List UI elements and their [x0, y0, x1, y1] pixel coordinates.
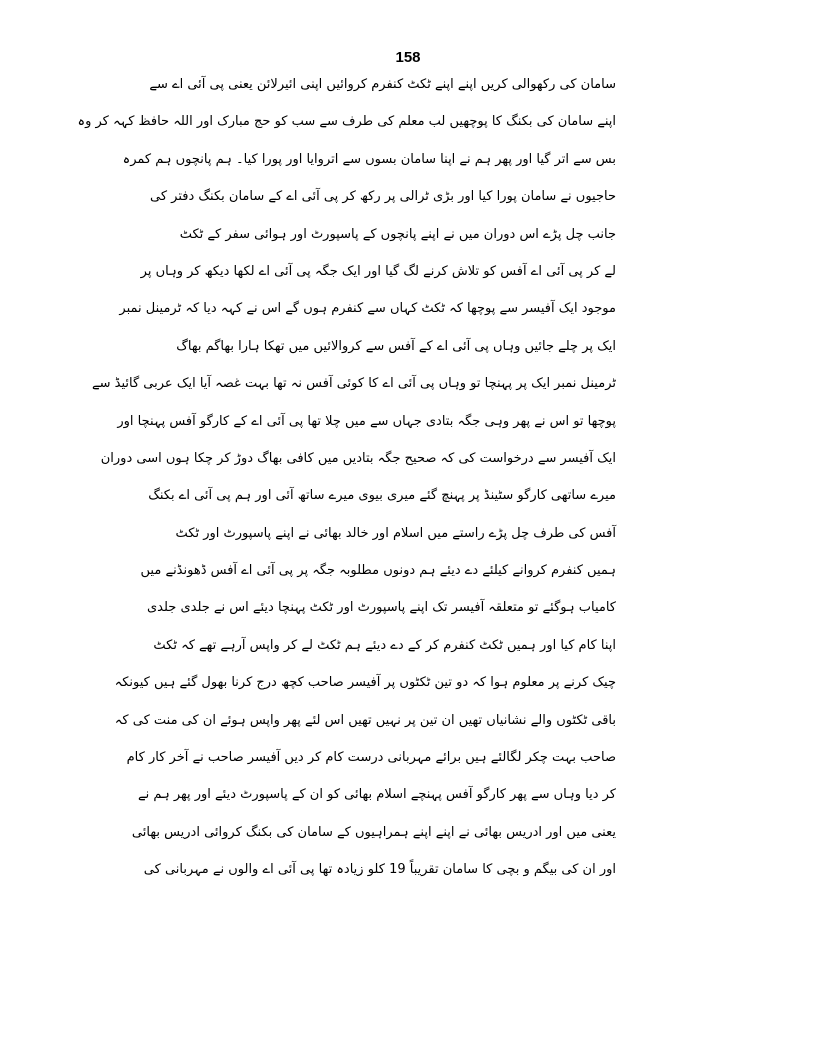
text-line: کر دیا وہاں سے پھر کارگو آفس پہنچے اسلام بھائی کو ان کے پاسپورٹ دیئے اور پھر ہم نے	[138, 787, 616, 803]
text-line: میرے ساتھی کارگو سٹینڈ پر پہنچ گئے میری بیوی میرے ساتھ آئی اور ہم پی آئی اے بکنگ	[148, 488, 616, 504]
page-number: 158	[395, 49, 421, 66]
text-line: چیک کرنے پر معلوم ہوا کہ دو تین ٹکٹوں پر آفیسر صاحب کچھ درج کرنا بھول گئے ہیں کیونکہ	[114, 675, 616, 691]
text-line: لے کر پی آئی اے آفس کو تلاش کرنے لگ گیا اور ایک جگہ پی آئی اے لکھا دیکھ کر وہاں پر	[140, 263, 616, 279]
text-line: اور ان کی بیگم و بچی کا سامان تقریباً 19 کلو زیادہ تھا پی آئی اے والوں نے مہربانی کی	[143, 862, 616, 878]
text-line: آفس کی طرف چل پڑے راستے میں اسلام اور خالد بھائی نے اپنے پاسپورٹ اور ٹکٹ	[175, 525, 616, 541]
text-line: موجود ایک آفیسر سے پوچھا کہ ٹکٹ کہاں سے کنفرم ہوں گے اس نے کہہ دیا کہ ٹرمینل نمبر	[119, 301, 616, 317]
text-line: سامان کی رکھوالی کریں اپنے اپنے ٹکٹ کنفرم کروائیں اپنی ائیرلائن یعنی پی آئی اے سے	[149, 77, 616, 92]
text-line: ایک آفیسر سے درخواست کی کہ صحیح جگہ بتادیں میں کافی بھاگ دوڑ کر چکا ہوں اسی دوران	[100, 450, 616, 466]
text-line: کامیاب ہوگئے تو متعلقہ آفیسر تک اپنے پاسپورٹ اور ٹکٹ پہنچا دیئے اس نے جلدی جلدی	[146, 600, 616, 616]
text-line: یعنی میں اور ادریس بھائی نے اپنے اپنے ہمراہیوں کے سامان کی بکنگ کروائی ادریس بھائی	[131, 824, 616, 840]
text-line: اپنے سامان کی بکنگ کا پوچھیں لب معلم کی طرف سے سب کو حج مبارک اور اللہ حافظ کہہ کر وہ	[77, 114, 616, 130]
text-line: ٹرمینل نمبر ایک پر پہنچا تو وہاں پی آئی اے کا کوئی آفس نہ تھا بہت غصہ آیا ایک عربی گائیڈ سے	[92, 376, 616, 392]
text-line: ہمیں کنفرم کروانے کیلئے دے دیئے ہم دونوں مطلوبہ جگہ پر پی آئی اے آفس ڈھونڈنے میں	[140, 563, 616, 579]
text-line: اپنا کام کیا اور ہمیں ٹکٹ کنفرم کر کے دے دیئے ہم ٹکٹ لے کر واپس آرہے تھے کہ ٹکٹ	[153, 637, 616, 653]
text-line: جانب چل پڑے اس دوران میں نے اپنے پانچوں کے پاسپورٹ اور ہوائی سفر کے ٹکٹ	[179, 226, 616, 242]
text-line: ایک پر چلے جائیں وہاں پی آئی اے کے آفس سے کروالائیں میں تھکا ہارا بھاگم بھاگ	[176, 338, 616, 354]
text-line: پوچھا تو اس نے پھر وہی جگہ بتادی جہاں سے میں چلا تھا پی آئی اے کے کارگو آفس پہنچا اور	[117, 413, 616, 429]
text-line: صاحب بہت چکر لگالئے ہیں برائے مہربانی درست کام کر دیں آفیسر صاحب نے آخر کار کام	[126, 750, 616, 766]
text-line: حاجیوں نے سامان پورا کیا اور بڑی ٹرالی پر رکھ کر پی آئی اے کے سامان بکنگ دفتر کی	[150, 189, 616, 205]
text-line: بس سے اتر گیا اور پھر ہم نے اپنا سامان بسوں سے اتروایا اور پورا کیا۔ ہم پانچوں ہم کمرہ	[122, 151, 616, 167]
urdu-text-block	[77, 66, 616, 889]
text-line: باقی ٹکٹوں والے نشانیاں تھیں ان تین پر نہیں تھیں اس لئے پھر واپس ہوئے ان کی منت کی کہ	[114, 712, 616, 728]
